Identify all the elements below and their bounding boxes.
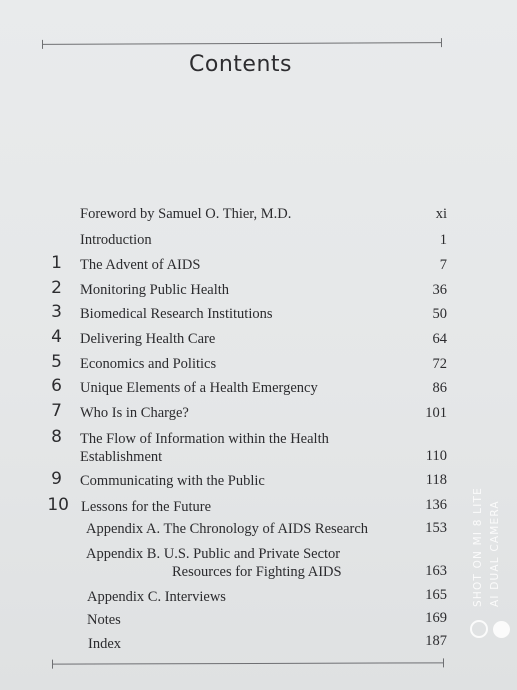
chapter-number: 5 xyxy=(51,352,62,372)
camera-ring-icon xyxy=(470,620,488,638)
toc-entry-page: 169 xyxy=(425,610,447,626)
toc-entry-page: 153 xyxy=(425,520,447,536)
page-title: Contents xyxy=(189,52,292,77)
toc-entry-title: Index xyxy=(88,636,122,652)
toc-entry-title: Appendix B. U.S. Public and Private Sector xyxy=(86,546,341,562)
toc-entry-title: Appendix C. Interviews xyxy=(87,589,226,605)
chapter-number: 7 xyxy=(51,401,62,421)
toc-entry-page: 101 xyxy=(425,405,447,421)
chapter-number: 2 xyxy=(51,278,62,298)
bottom-rule-left-tick xyxy=(52,660,53,669)
toc-entry-page: 187 xyxy=(425,633,447,649)
chapter-number: 8 xyxy=(51,427,62,447)
toc-entry-page: 72 xyxy=(432,356,447,372)
toc-entry-page: 36 xyxy=(432,282,447,298)
toc-entry-page: 7 xyxy=(439,257,447,273)
toc-entry-page: 163 xyxy=(425,563,447,579)
camera-watermark-line-2: AI DUAL CAMERA xyxy=(489,500,501,607)
toc-entry-page: 50 xyxy=(432,306,447,322)
chapter-number: 3 xyxy=(51,302,62,322)
bottom-rule-right-tick xyxy=(443,658,444,667)
toc-entry-title: Unique Elements of a Health Emergency xyxy=(80,380,318,396)
toc-entry-page: 165 xyxy=(425,587,447,603)
toc-entry-title: Introduction xyxy=(80,232,152,248)
toc-entry-page: 64 xyxy=(432,331,447,347)
toc-entry-page: 136 xyxy=(425,497,447,513)
toc-entry-title: Communicating with the Public xyxy=(80,473,265,489)
toc-entry-title: Biomedical Research Institutions xyxy=(80,306,273,322)
toc-entry-title: Foreword by Samuel O. Thier, M.D. xyxy=(80,206,292,222)
chapter-number: 4 xyxy=(51,327,62,347)
toc-entry-title: Who Is in Charge? xyxy=(80,405,189,421)
toc-entry-title: Lessons for the Future xyxy=(81,499,212,515)
toc-entry-title: Monitoring Public Health xyxy=(80,282,230,298)
chapter-number: 9 xyxy=(51,469,62,489)
toc-entry-page: 118 xyxy=(425,472,447,488)
camera-dot-icon xyxy=(493,621,510,638)
toc-entry-title: Economics and Politics xyxy=(80,356,217,372)
toc-entry-title: Notes xyxy=(87,612,121,628)
toc-entry-title: Appendix A. The Chronology of AIDS Research xyxy=(86,521,369,537)
chapter-number: 1 xyxy=(51,253,62,273)
toc-entry-title-continued: Resources for Fighting AIDS xyxy=(172,564,342,580)
camera-watermark-line-1: SHOT ON MI 8 LITE xyxy=(472,487,484,607)
toc-entry-page: 1 xyxy=(439,232,447,248)
toc-entry-page: 86 xyxy=(432,380,447,396)
top-rule-right-tick xyxy=(441,38,442,47)
toc-entry-title-continued: Establishment xyxy=(80,449,163,465)
top-rule-left-tick xyxy=(42,40,43,49)
chapter-number: 10 xyxy=(47,495,69,515)
chapter-number: 6 xyxy=(51,376,62,396)
toc-entry-title: Delivering Health Care xyxy=(80,331,216,347)
top-rule xyxy=(42,42,442,45)
bottom-rule xyxy=(52,662,444,664)
toc-entry-title: The Flow of Information within the Health xyxy=(80,431,329,447)
toc-entry-title: The Advent of AIDS xyxy=(80,257,201,273)
toc-entry-page: 110 xyxy=(425,448,447,464)
toc-entry-page: xi xyxy=(435,206,447,222)
